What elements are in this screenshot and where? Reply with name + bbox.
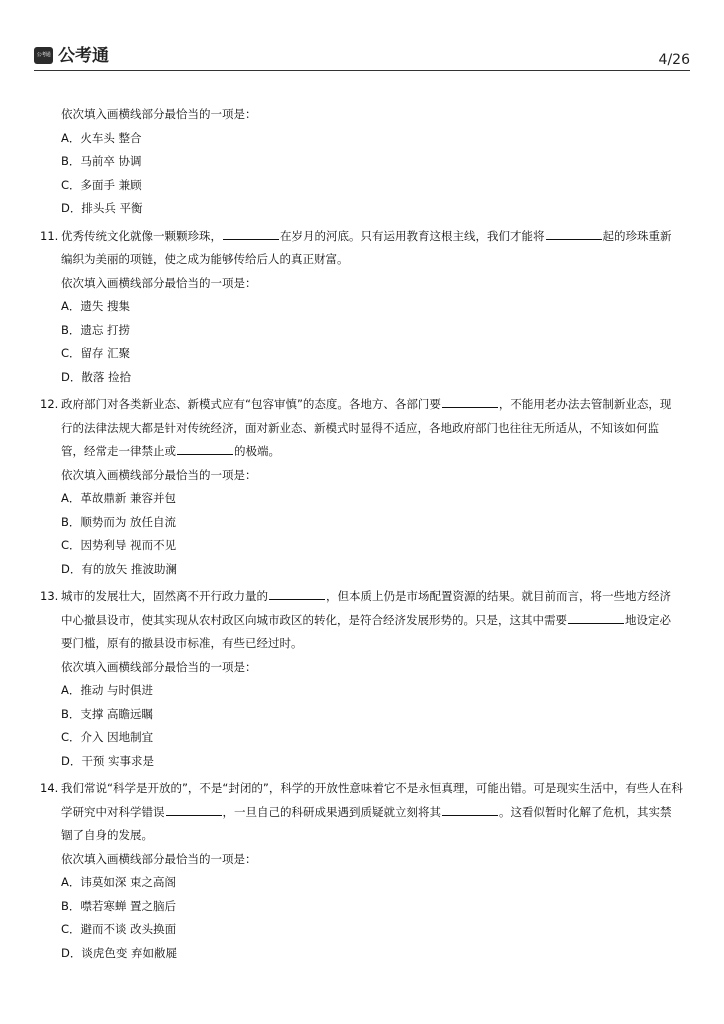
q12-number: 12.	[40, 397, 59, 411]
q11-prompt: 依次填入画横线部分最恰当的一项是：	[61, 276, 257, 290]
q13-text: ，但本质上仍是市场配置资源的结果。就目前而言，将一些地方经济	[326, 589, 671, 603]
q11-blank-1	[223, 228, 279, 240]
q12-blank-1	[442, 396, 498, 408]
q12-option-d: D．有的放矢 推波助澜	[61, 562, 178, 576]
q11-number: 11.	[40, 229, 59, 243]
q13-line-1	[61, 588, 671, 604]
q14-line-3: 锢了自身的发展。	[61, 828, 153, 842]
q14-line-2	[61, 804, 672, 820]
q12-blank-2	[177, 443, 233, 455]
q11-option-b: B．遗忘 打捞	[61, 323, 131, 337]
q13-option-d: D．干预 实事求是	[61, 754, 155, 768]
q11-line-2: 编织为美丽的项链，使之成为能够传给后人的真正财富。	[61, 252, 349, 266]
q13-option-c: C．介入 因地制宜	[61, 730, 154, 744]
q10-prompt: 依次填入画横线部分最恰当的一项是：	[61, 107, 257, 121]
q13-number: 13.	[40, 589, 59, 603]
q10-option-d: D．排头兵 平衡	[61, 201, 143, 215]
q14-option-b: B．噤若寒蝉 置之脑后	[61, 899, 177, 913]
q14-prompt: 依次填入画横线部分最恰当的一项是：	[61, 852, 257, 866]
q14-text: ，一旦自己的科研成果遇到质疑就立刻将其	[222, 805, 441, 819]
q14-option-c: C．避而不谈 改头换面	[61, 922, 177, 936]
q13-option-b: B．支撑 高瞻远瞩	[61, 707, 154, 721]
q10-option-b: B．马前卒 协调	[61, 154, 142, 168]
q14-option-d: D．谈虎色变 弃如敝屣	[61, 946, 178, 960]
q12-text: 管，经常走一律禁止或	[61, 444, 176, 458]
q12-prompt: 依次填入画横线部分最恰当的一项是：	[61, 468, 257, 482]
q13-prompt: 依次填入画横线部分最恰当的一项是：	[61, 660, 257, 674]
q11-text: 在岁月的河底。只有运用教育这根主线，我们才能将	[280, 229, 545, 243]
page-number: 4/26	[658, 52, 690, 68]
q13-line-3: 要门槛，原有的撤县设市标准，有些已经过时。	[61, 636, 303, 650]
q12-option-a: A．革故鼎新 兼容并包	[61, 491, 177, 505]
q10-option-a: A．火车头 整合	[61, 131, 142, 145]
q11-option-d: D．散落 捡拾	[61, 370, 132, 384]
q13-option-a: A．推动 与时俱进	[61, 683, 154, 697]
q14-number: 14.	[40, 781, 59, 795]
q11-blank-2	[546, 228, 602, 240]
q14-blank-1	[166, 804, 222, 816]
q14-blank-2	[442, 804, 498, 816]
q12-option-b: B．顺势而为 放任自流	[61, 515, 177, 529]
logo-text: 公考通	[58, 46, 109, 66]
q13-text: 地设定必	[625, 613, 671, 627]
q12-option-c: C．因势利导 视而不见	[61, 538, 177, 552]
q13-text: 城市的发展壮大，固然离不开行政力量的	[61, 589, 268, 603]
q14-line-1: 我们常说“科学是开放的”，不是“封闭的”，科学的开放性意味着它不是永恒真理，可能出错。可是现实生活中，有些人在科	[61, 781, 683, 795]
q14-text: 学研究中对科学错误	[61, 805, 165, 819]
q13-text: 中心撤县设市，使其实现从农村政区向城市政区的转化，是符合经济发展形势的。只是，这其中需要	[61, 613, 567, 627]
q11-option-c: C．留存 汇聚	[61, 346, 131, 360]
q14-option-a: A．讳莫如深 束之高阁	[61, 875, 177, 889]
page-header	[34, 44, 690, 71]
q12-line-1	[61, 396, 671, 412]
q12-text: 的极端。	[234, 444, 280, 458]
q13-blank-2	[568, 612, 624, 624]
q10-option-c: C．多面手 兼顾	[61, 178, 142, 192]
q11-text: 起的珍珠重新	[602, 229, 672, 243]
q12-text: ，不能用老办法去管制新业态，现	[498, 397, 672, 411]
q11-line-1	[61, 228, 672, 244]
q14-text: 。这看似暂时化解了危机，其实禁	[499, 805, 672, 819]
q12-text: 政府部门对各类新业态、新模式应有“包容审慎”的态度。各地方、各部门要	[61, 397, 441, 411]
logo-badge: 公考通	[34, 47, 53, 64]
q11-option-a: A．遗失 搜集	[61, 299, 131, 313]
q11-text: 优秀传统文化就像一颗颗珍珠，	[61, 229, 222, 243]
q12-line-3	[61, 443, 280, 459]
q13-line-2	[61, 612, 671, 628]
q12-line-2: 行的法律法规大都是针对传统经济，面对新业态、新模式时显得不适应，各地政府部门也往往无所适从，不知该如何监	[61, 421, 659, 435]
q13-blank-1	[269, 588, 325, 600]
